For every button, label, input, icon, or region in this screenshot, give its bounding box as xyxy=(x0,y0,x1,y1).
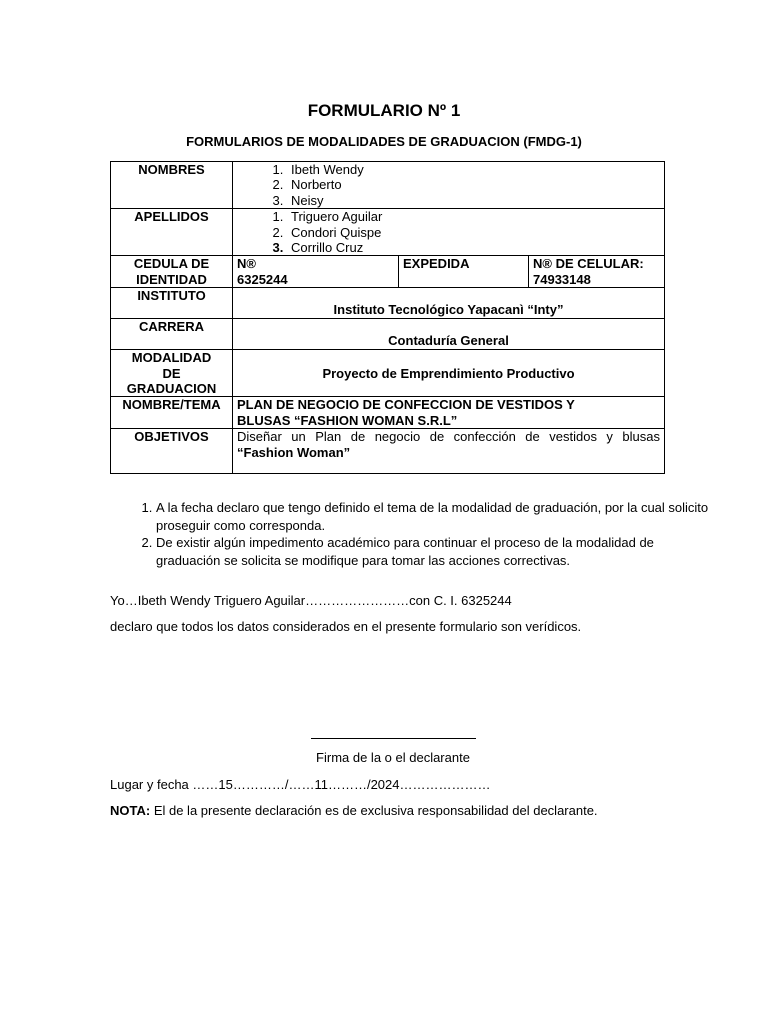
surname-item: 1. Triguero Aguilar xyxy=(287,209,660,224)
label-carrera: CARRERA xyxy=(111,319,233,350)
declaration-item: 1. A la fecha declaro que tengo definido el tema de la modalidad de graduación, por la cual solicito proseguir como corresponda. xyxy=(156,499,716,534)
label-cedula-line2: IDENTIDAD xyxy=(136,271,207,287)
tema-line1: PLAN DE NEGOCIO DE CONFECCION DE VESTIDOS Y xyxy=(237,397,575,413)
label-cedula-line1: CEDULA DE xyxy=(133,256,210,272)
label-tema: NOMBRE/TEMA xyxy=(111,397,233,429)
label-instituto: INSTITUTO xyxy=(111,288,233,319)
name-item: 2. Norberto xyxy=(287,177,660,192)
value-apellidos xyxy=(233,209,665,256)
label-cedula xyxy=(111,256,233,288)
declaration-item: 2. De existir algún impedimento académico para continuar el proceso de la modalidad de graduación se solicita se modifique para tomar las acciones correctivas. xyxy=(156,534,716,569)
value-objetivos xyxy=(233,429,665,474)
value-instituto: Instituto Tecnológico Yapacanì “Inty” xyxy=(233,288,665,319)
signature-caption: Firma de la o el declarante xyxy=(316,750,470,765)
form-title: FORMULARIO Nº 1 xyxy=(307,101,461,120)
value-nombres xyxy=(233,162,665,209)
note-text: El de la presente declaración es de exclusiva responsabilidad del declarante. xyxy=(150,803,598,818)
row-carrera xyxy=(111,319,665,350)
celular-value: 74933148 xyxy=(533,271,591,287)
celular-cell xyxy=(529,256,665,288)
row-tema xyxy=(111,397,665,429)
expedida-label: EXPEDIDA xyxy=(399,256,529,288)
label-modalidad-line2: DE xyxy=(162,365,181,381)
row-modalidad xyxy=(111,350,665,397)
celular-label: N® DE CELULAR: xyxy=(533,256,644,272)
label-modalidad-line1: MODALIDAD xyxy=(131,350,212,366)
declaration-list xyxy=(110,499,716,569)
row-apellidos xyxy=(111,209,665,256)
statement-declaration-line: declaro que todos los datos considerados en el presente formulario son verídicos. xyxy=(110,619,582,634)
cedula-number-value: 6325244 xyxy=(237,271,288,287)
row-instituto xyxy=(111,288,665,319)
value-carrera: Contaduría General xyxy=(233,319,665,350)
note-label: NOTA: xyxy=(110,803,151,818)
value-tema xyxy=(233,397,665,429)
label-modalidad-line3: GRADUACION xyxy=(126,381,217,397)
signature-line xyxy=(311,738,476,739)
statement-name-line: Yo…Ibeth Wendy Triguero Aguilar……………………con C. I. 6325244 xyxy=(110,593,512,608)
row-cedula xyxy=(111,256,665,288)
surname-item: 3. Corrillo Cruz xyxy=(287,240,660,255)
form-subtitle: FORMULARIOS DE MODALIDADES DE GRADUACION (FMDG-1) xyxy=(186,134,582,149)
cedula-number-cell xyxy=(233,256,399,288)
name-item: 1. Ibeth Wendy xyxy=(287,162,660,177)
names-list xyxy=(237,162,660,208)
surname-item: 2. Condori Quispe xyxy=(287,225,660,240)
objetivos-bold: “Fashion Woman” xyxy=(237,444,351,460)
label-nombres: NOMBRES xyxy=(111,162,233,209)
note-line xyxy=(110,803,598,818)
value-modalidad: Proyecto de Emprendimiento Productivo xyxy=(233,350,665,397)
place-date-line: Lugar y fecha ……15…………/……11………/2024………………… xyxy=(110,777,491,792)
label-objetivos: OBJETIVOS xyxy=(111,429,233,474)
label-modalidad xyxy=(111,350,233,397)
surnames-list xyxy=(237,209,660,255)
tema-line2: BLUSAS “FASHION WOMAN S.R.L” xyxy=(237,412,458,428)
row-objetivos xyxy=(111,429,665,474)
label-apellidos: APELLIDOS xyxy=(111,209,233,256)
row-nombres xyxy=(111,162,665,209)
name-item: 3. Neisy xyxy=(287,193,660,208)
cedula-number-label: N® xyxy=(237,256,256,272)
objetivos-text: Diseñar un Plan de negocio de confección de vestidos y blusas xyxy=(237,429,660,445)
graduation-form-table xyxy=(110,161,665,474)
